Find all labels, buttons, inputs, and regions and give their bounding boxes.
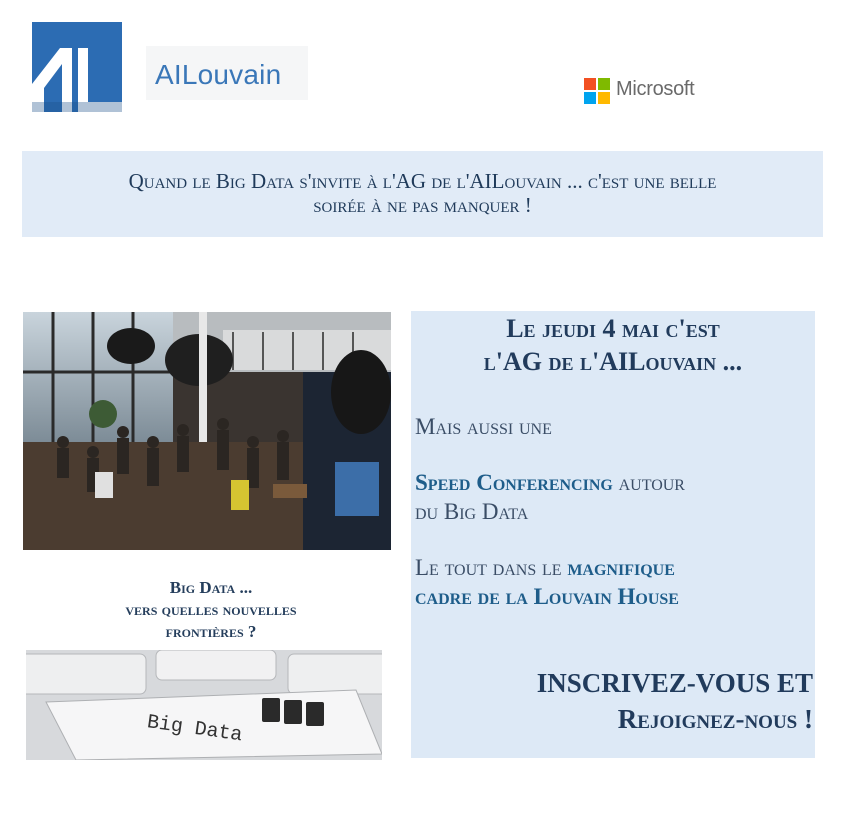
headline-line-1: Quand le Big Data s'invite à l'AG de l'AILouvain ... c'est une belle: [128, 169, 717, 193]
venue-highlight-2: cadre de la Louvain House: [415, 584, 679, 609]
venue-highlight-1: magnifique: [567, 555, 675, 580]
headline-line-2: soirée à ne pas manquer !: [313, 193, 532, 217]
logo-text: AILouvain: [155, 59, 282, 90]
cta-register-line-2: Rejoignez-nous !: [617, 704, 813, 734]
logo-wordmark: [146, 46, 308, 100]
headline-banner: [22, 151, 823, 237]
speed-conferencing-rest: autour: [612, 470, 685, 495]
event-title-line-2: l'AG de l'AILouvain ...: [483, 347, 743, 376]
venue-line-1: [415, 553, 675, 582]
ailouvain-logo: [32, 22, 122, 112]
caption-line-2: vers quelles nouvelles: [125, 600, 297, 619]
speed-conferencing-line: [415, 468, 685, 497]
keyboard-key-label: Big Data: [145, 711, 244, 748]
speed-conferencing-highlight: Speed Conferencing: [415, 470, 613, 495]
event-title-line-1: Le jeudi 4 mai c'est: [506, 314, 720, 343]
caption-line-1: Big Data ...: [169, 578, 253, 597]
big-data-line: du Big Data: [415, 499, 529, 524]
event-venue-photo: [23, 312, 391, 550]
cta-register-line-1: INSCRIVEZ-VOUS ET: [536, 668, 813, 698]
microsoft-logo-icon: [584, 78, 610, 104]
bigdata-caption: [70, 577, 352, 643]
partner-name: Microsoft: [616, 78, 695, 100]
venue-line-1-text: Le tout dans le: [415, 555, 568, 580]
mais-aussi-line: Mais aussi une: [415, 414, 552, 439]
big-data-keyboard-photo: [26, 650, 382, 760]
headline-text: [62, 169, 783, 217]
event-details-panel: [411, 311, 815, 758]
caption-line-3: frontières ?: [165, 622, 257, 641]
